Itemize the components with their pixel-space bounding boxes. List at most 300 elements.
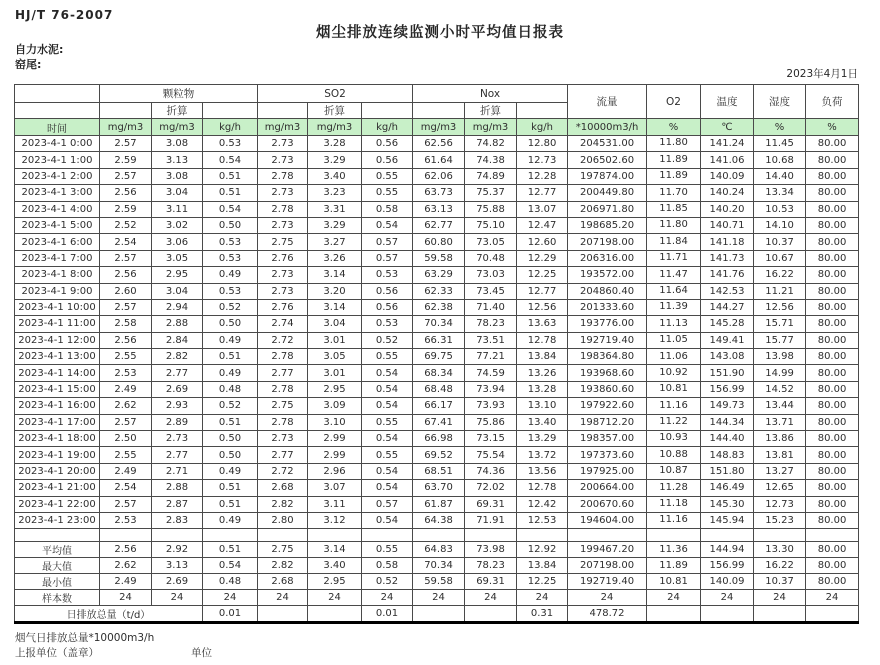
value-cell: 66.98 — [413, 431, 465, 447]
summary-value-cell: 24 — [258, 590, 308, 606]
value-cell: 3.10 — [308, 414, 362, 430]
value-cell: 0.54 — [362, 512, 413, 528]
daily-total-value-cell — [647, 606, 701, 623]
value-cell: 0.54 — [362, 431, 413, 447]
value-cell: 0.54 — [362, 463, 413, 479]
summary-value-cell: 2.62 — [100, 558, 152, 574]
value-cell: 73.94 — [465, 381, 517, 397]
value-cell: 11.16 — [647, 512, 701, 528]
value-cell: 3.40 — [308, 168, 362, 184]
value-cell: 206502.60 — [568, 152, 647, 168]
value-cell: 80.00 — [806, 332, 859, 348]
value-cell: 2.73 — [258, 152, 308, 168]
value-cell: 151.90 — [701, 365, 754, 381]
value-cell: 0.49 — [203, 267, 258, 283]
value-cell: 207198.00 — [568, 234, 647, 250]
value-cell: 197373.60 — [568, 447, 647, 463]
value-cell: 12.60 — [517, 234, 568, 250]
value-cell: 2.78 — [258, 349, 308, 365]
value-cell: 63.70 — [413, 480, 465, 496]
header-time: 时间 — [15, 119, 100, 136]
value-cell: 200664.00 — [568, 480, 647, 496]
unit-cell: % — [647, 119, 701, 136]
value-cell: 12.73 — [754, 496, 806, 512]
summary-value-cell: 24 — [152, 590, 203, 606]
value-cell: 2.69 — [152, 381, 203, 397]
time-cell: 2023-4-1 9:00 — [15, 283, 100, 299]
summary-value-cell: 0.54 — [203, 558, 258, 574]
value-cell: 0.48 — [203, 381, 258, 397]
value-cell: 12.28 — [517, 168, 568, 184]
summary-value-cell: 24 — [754, 590, 806, 606]
value-cell: 10.88 — [647, 447, 701, 463]
summary-value-cell: 24 — [647, 590, 701, 606]
value-cell: 0.52 — [362, 332, 413, 348]
summary-value-cell: 16.22 — [754, 558, 806, 574]
value-cell: 0.53 — [362, 316, 413, 332]
summary-value-cell: 24 — [701, 590, 754, 606]
summary-value-cell: 24 — [203, 590, 258, 606]
value-cell: 13.86 — [754, 431, 806, 447]
value-cell: 2.57 — [100, 414, 152, 430]
time-cell: 2023-4-1 13:00 — [15, 349, 100, 365]
summary-label: 样本数 — [15, 590, 100, 606]
empty-cell — [806, 529, 859, 542]
unit-cell: mg/m3 — [413, 119, 465, 136]
value-cell: 13.07 — [517, 201, 568, 217]
company-name: 自力水泥: — [15, 43, 64, 56]
value-cell: 2.55 — [100, 349, 152, 365]
value-cell: 2.53 — [100, 365, 152, 381]
value-cell: 73.45 — [465, 283, 517, 299]
value-cell: 80.00 — [806, 136, 859, 152]
value-cell: 2.72 — [258, 332, 308, 348]
value-cell: 80.00 — [806, 480, 859, 496]
time-cell: 2023-4-1 19:00 — [15, 447, 100, 463]
value-cell: 11.89 — [647, 152, 701, 168]
header-blank — [517, 103, 568, 119]
value-cell: 62.56 — [413, 136, 465, 152]
value-cell: 145.30 — [701, 496, 754, 512]
summary-value-cell: 0.51 — [203, 542, 258, 558]
value-cell: 3.29 — [308, 217, 362, 233]
value-cell: 0.50 — [203, 431, 258, 447]
value-cell: 72.02 — [465, 480, 517, 496]
empty-cell — [413, 529, 465, 542]
time-cell: 2023-4-1 21:00 — [15, 480, 100, 496]
value-cell: 0.58 — [362, 201, 413, 217]
daily-total-value-cell — [754, 606, 806, 623]
header-blank — [203, 103, 258, 119]
value-cell: 197922.60 — [568, 398, 647, 414]
value-cell: 12.53 — [517, 512, 568, 528]
unit-cell: mg/m3 — [100, 119, 152, 136]
value-cell: 2.88 — [152, 480, 203, 496]
value-cell: 142.53 — [701, 283, 754, 299]
value-cell: 13.72 — [517, 447, 568, 463]
value-cell: 0.53 — [203, 283, 258, 299]
summary-value-cell: 13.30 — [754, 542, 806, 558]
value-cell: 59.58 — [413, 250, 465, 266]
value-cell: 3.13 — [152, 152, 203, 168]
hour-row — [15, 512, 859, 528]
value-cell: 71.91 — [465, 512, 517, 528]
daily-total-value-cell — [465, 606, 517, 623]
value-cell: 3.12 — [308, 512, 362, 528]
value-cell: 66.31 — [413, 332, 465, 348]
value-cell: 13.81 — [754, 447, 806, 463]
unit-cell: *10000m3/h — [568, 119, 647, 136]
unit-cell: mg/m3 — [308, 119, 362, 136]
value-cell: 12.78 — [517, 480, 568, 496]
value-cell: 149.41 — [701, 332, 754, 348]
summary-value-cell: 0.48 — [203, 574, 258, 590]
value-cell: 2.56 — [100, 185, 152, 201]
value-cell: 14.99 — [754, 365, 806, 381]
value-cell: 13.10 — [517, 398, 568, 414]
summary-value-cell: 3.14 — [308, 542, 362, 558]
value-cell: 0.49 — [203, 512, 258, 528]
value-cell: 12.80 — [517, 136, 568, 152]
value-cell: 2.82 — [258, 496, 308, 512]
value-cell: 0.51 — [203, 414, 258, 430]
summary-value-cell: 3.13 — [152, 558, 203, 574]
value-cell: 2.55 — [100, 447, 152, 463]
value-cell: 3.11 — [308, 496, 362, 512]
value-cell: 0.55 — [362, 185, 413, 201]
header-blank — [15, 85, 100, 103]
header-group-row — [15, 85, 859, 103]
value-cell: 75.10 — [465, 217, 517, 233]
value-cell: 2.57 — [100, 250, 152, 266]
value-cell: 13.98 — [754, 349, 806, 365]
value-cell: 12.78 — [517, 332, 568, 348]
value-cell: 11.47 — [647, 267, 701, 283]
value-cell: 11.89 — [647, 168, 701, 184]
value-cell: 11.85 — [647, 201, 701, 217]
value-cell: 11.45 — [754, 136, 806, 152]
value-cell: 198712.20 — [568, 414, 647, 430]
value-cell: 0.53 — [203, 234, 258, 250]
value-cell: 2.99 — [308, 447, 362, 463]
value-cell: 2.62 — [100, 398, 152, 414]
value-cell: 0.56 — [362, 299, 413, 315]
value-cell: 3.05 — [152, 250, 203, 266]
value-cell: 144.40 — [701, 431, 754, 447]
value-cell: 11.22 — [647, 414, 701, 430]
value-cell: 204531.00 — [568, 136, 647, 152]
hour-row — [15, 381, 859, 397]
value-cell: 0.51 — [203, 496, 258, 512]
summary-value-cell: 12.92 — [517, 542, 568, 558]
time-cell: 2023-4-1 20:00 — [15, 463, 100, 479]
value-cell: 15.71 — [754, 316, 806, 332]
value-cell: 13.28 — [517, 381, 568, 397]
value-cell: 2.73 — [152, 431, 203, 447]
hour-row — [15, 201, 859, 217]
summary-value-cell: 2.92 — [152, 542, 203, 558]
daily-total-value-cell — [806, 606, 859, 623]
value-cell: 2.88 — [152, 316, 203, 332]
value-cell: 2.73 — [258, 217, 308, 233]
time-cell: 2023-4-1 22:00 — [15, 496, 100, 512]
value-cell: 2.73 — [258, 136, 308, 152]
header-blank — [362, 103, 413, 119]
value-cell: 2.78 — [258, 381, 308, 397]
hour-row — [15, 250, 859, 266]
value-cell: 141.24 — [701, 136, 754, 152]
hour-row — [15, 414, 859, 430]
value-cell: 13.34 — [754, 185, 806, 201]
header-o2: O2 — [647, 85, 701, 119]
value-cell: 2.93 — [152, 398, 203, 414]
value-cell: 2.94 — [152, 299, 203, 315]
value-cell: 193776.00 — [568, 316, 647, 332]
value-cell: 2.95 — [308, 381, 362, 397]
value-cell: 74.89 — [465, 168, 517, 184]
unit-cell: % — [754, 119, 806, 136]
value-cell: 2.68 — [258, 480, 308, 496]
value-cell: 0.57 — [362, 250, 413, 266]
hour-row — [15, 267, 859, 283]
summary-value-cell: 78.23 — [465, 558, 517, 574]
time-cell: 2023-4-1 11:00 — [15, 316, 100, 332]
value-cell: 141.06 — [701, 152, 754, 168]
value-cell: 14.40 — [754, 168, 806, 184]
hour-row — [15, 217, 859, 233]
value-cell: 66.17 — [413, 398, 465, 414]
summary-value-cell: 199467.20 — [568, 542, 647, 558]
unit-cell: mg/m3 — [258, 119, 308, 136]
value-cell: 11.13 — [647, 316, 701, 332]
value-cell: 2.84 — [152, 332, 203, 348]
daily-total-value-cell — [258, 606, 308, 623]
value-cell: 12.77 — [517, 185, 568, 201]
daily-total-value-cell: 0.31 — [517, 606, 568, 623]
value-cell: 3.01 — [308, 365, 362, 381]
value-cell: 75.37 — [465, 185, 517, 201]
summary-row — [15, 558, 859, 574]
value-cell: 16.22 — [754, 267, 806, 283]
value-cell: 13.27 — [754, 463, 806, 479]
value-cell: 60.80 — [413, 234, 465, 250]
page-title: 烟尘排放连续监测小时平均值日报表 — [316, 25, 564, 41]
value-cell: 2.83 — [152, 512, 203, 528]
value-cell: 15.23 — [754, 512, 806, 528]
value-cell: 0.54 — [362, 365, 413, 381]
header-blank — [258, 103, 308, 119]
report-footer — [15, 630, 212, 660]
value-cell: 146.49 — [701, 480, 754, 496]
header-converted-pm: 折算 — [152, 103, 203, 119]
value-cell: 13.44 — [754, 398, 806, 414]
value-cell: 0.54 — [362, 381, 413, 397]
value-cell: 61.87 — [413, 496, 465, 512]
value-cell: 10.81 — [647, 381, 701, 397]
value-cell: 73.03 — [465, 267, 517, 283]
value-cell: 74.59 — [465, 365, 517, 381]
value-cell: 12.65 — [754, 480, 806, 496]
summary-value-cell: 2.95 — [308, 574, 362, 590]
value-cell: 75.86 — [465, 414, 517, 430]
value-cell: 0.54 — [362, 217, 413, 233]
value-cell: 3.02 — [152, 217, 203, 233]
value-cell: 2.49 — [100, 381, 152, 397]
value-cell: 3.11 — [152, 201, 203, 217]
value-cell: 2.73 — [258, 431, 308, 447]
value-cell: 80.00 — [806, 496, 859, 512]
summary-value-cell: 156.99 — [701, 558, 754, 574]
hour-row — [15, 136, 859, 152]
value-cell: 10.92 — [647, 365, 701, 381]
value-cell: 0.53 — [203, 136, 258, 152]
value-cell: 12.42 — [517, 496, 568, 512]
value-cell: 10.53 — [754, 201, 806, 217]
value-cell: 73.15 — [465, 431, 517, 447]
hour-row — [15, 496, 859, 512]
value-cell: 2.77 — [258, 447, 308, 463]
value-cell: 67.41 — [413, 414, 465, 430]
daily-total-value-cell: 0.01 — [362, 606, 413, 623]
summary-value-cell: 24 — [517, 590, 568, 606]
value-cell: 148.83 — [701, 447, 754, 463]
value-cell: 193572.00 — [568, 267, 647, 283]
value-cell: 0.51 — [203, 480, 258, 496]
value-cell: 2.58 — [100, 316, 152, 332]
time-cell: 2023-4-1 12:00 — [15, 332, 100, 348]
summary-value-cell: 2.75 — [258, 542, 308, 558]
value-cell: 140.09 — [701, 168, 754, 184]
value-cell: 200449.80 — [568, 185, 647, 201]
value-cell: 13.26 — [517, 365, 568, 381]
value-cell: 0.54 — [203, 152, 258, 168]
value-cell: 11.06 — [647, 349, 701, 365]
value-cell: 2.57 — [100, 496, 152, 512]
value-cell: 12.56 — [517, 299, 568, 315]
value-cell: 204860.40 — [568, 283, 647, 299]
value-cell: 3.07 — [308, 480, 362, 496]
daily-total-value-cell — [701, 606, 754, 623]
header-converted-so2: 折算 — [308, 103, 362, 119]
value-cell: 0.55 — [362, 349, 413, 365]
value-cell: 156.99 — [701, 381, 754, 397]
value-cell: 80.00 — [806, 349, 859, 365]
value-cell: 143.08 — [701, 349, 754, 365]
value-cell: 201333.60 — [568, 299, 647, 315]
value-cell: 10.93 — [647, 431, 701, 447]
value-cell: 14.10 — [754, 217, 806, 233]
value-cell: 14.52 — [754, 381, 806, 397]
summary-value-cell: 80.00 — [806, 574, 859, 590]
hour-row — [15, 152, 859, 168]
summary-value-cell: 144.94 — [701, 542, 754, 558]
value-cell: 206971.80 — [568, 201, 647, 217]
value-cell: 13.71 — [754, 414, 806, 430]
value-cell: 0.51 — [203, 185, 258, 201]
value-cell: 74.38 — [465, 152, 517, 168]
summary-value-cell: 80.00 — [806, 542, 859, 558]
hour-row — [15, 447, 859, 463]
value-cell: 12.73 — [517, 152, 568, 168]
value-cell: 198685.20 — [568, 217, 647, 233]
value-cell: 2.73 — [258, 185, 308, 201]
value-cell: 0.52 — [203, 299, 258, 315]
time-cell: 2023-4-1 0:00 — [15, 136, 100, 152]
time-cell: 2023-4-1 23:00 — [15, 512, 100, 528]
time-cell: 2023-4-1 6:00 — [15, 234, 100, 250]
daily-total-value-cell — [413, 606, 465, 623]
value-cell: 0.51 — [203, 349, 258, 365]
value-cell: 71.40 — [465, 299, 517, 315]
value-cell: 73.51 — [465, 332, 517, 348]
value-cell: 11.18 — [647, 496, 701, 512]
summary-value-cell: 13.84 — [517, 558, 568, 574]
hour-row — [15, 349, 859, 365]
value-cell: 2.59 — [100, 201, 152, 217]
value-cell: 11.21 — [754, 283, 806, 299]
summary-value-cell: 24 — [465, 590, 517, 606]
value-cell: 0.50 — [203, 316, 258, 332]
value-cell: 80.00 — [806, 398, 859, 414]
value-cell: 2.59 — [100, 152, 152, 168]
value-cell: 0.54 — [362, 398, 413, 414]
summary-value-cell: 70.34 — [413, 558, 465, 574]
summary-value-cell: 80.00 — [806, 558, 859, 574]
standard-code: HJ/T 76-2007 — [15, 8, 114, 22]
summary-row — [15, 542, 859, 558]
value-cell: 2.99 — [308, 431, 362, 447]
value-cell: 2.76 — [258, 250, 308, 266]
value-cell: 80.00 — [806, 299, 859, 315]
time-cell: 2023-4-1 1:00 — [15, 152, 100, 168]
summary-value-cell: 24 — [308, 590, 362, 606]
value-cell: 2.87 — [152, 496, 203, 512]
summary-value-cell: 24 — [806, 590, 859, 606]
header-units-row — [15, 119, 859, 136]
unit-cell: kg/h — [203, 119, 258, 136]
time-cell: 2023-4-1 14:00 — [15, 365, 100, 381]
value-cell: 0.54 — [203, 201, 258, 217]
value-cell: 80.00 — [806, 431, 859, 447]
value-cell: 2.75 — [258, 234, 308, 250]
value-cell: 10.68 — [754, 152, 806, 168]
empty-cell — [308, 529, 362, 542]
value-cell: 151.80 — [701, 463, 754, 479]
value-cell: 193968.60 — [568, 365, 647, 381]
value-cell: 2.54 — [100, 480, 152, 496]
value-cell: 78.23 — [465, 316, 517, 332]
value-cell: 141.73 — [701, 250, 754, 266]
value-cell: 2.49 — [100, 463, 152, 479]
summary-label: 最小值 — [15, 574, 100, 590]
header-particulate: 颗粒物 — [100, 85, 258, 103]
summary-label: 最大值 — [15, 558, 100, 574]
hour-row — [15, 463, 859, 479]
summary-value-cell: 24 — [100, 590, 152, 606]
value-cell: 12.29 — [517, 250, 568, 266]
value-cell: 141.18 — [701, 234, 754, 250]
empty-cell — [568, 529, 647, 542]
value-cell: 0.50 — [203, 447, 258, 463]
value-cell: 11.84 — [647, 234, 701, 250]
value-cell: 0.55 — [362, 414, 413, 430]
daily-total-value-cell — [308, 606, 362, 623]
daily-total-row — [15, 606, 859, 623]
summary-value-cell: 24 — [568, 590, 647, 606]
value-cell: 70.48 — [465, 250, 517, 266]
value-cell: 69.52 — [413, 447, 465, 463]
value-cell: 80.00 — [806, 283, 859, 299]
